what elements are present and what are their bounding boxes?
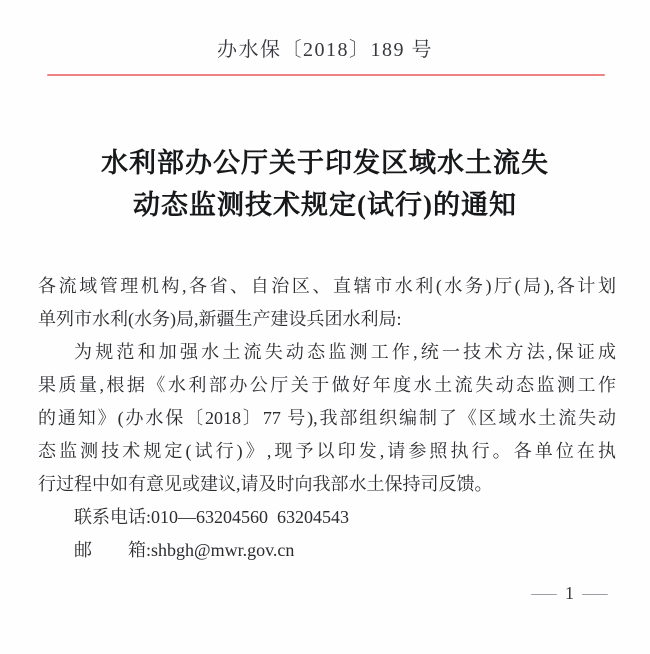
page-number-dash: — xyxy=(582,583,608,603)
page-number xyxy=(531,582,608,604)
salutation-line: 各流域管理机构,各省、自治区、直辖市水利(水务)厅(局),各计划 xyxy=(38,276,616,296)
paragraph-line: 果质量,根据《水利部办公厅关于做好年度水土流失动态监测工作 xyxy=(38,375,616,395)
document-body xyxy=(38,270,616,567)
document-number: 办水保〔2018〕189 号 xyxy=(217,39,433,61)
contact-phone: 联系电话:010—63204560 63204543 xyxy=(74,507,350,527)
salutation-line: 单列市水利(水务)局,新疆生产建设兵团水利局: xyxy=(38,309,402,329)
page-number-value: 1 xyxy=(565,583,574,603)
document-title-line1: 水利部办公厅关于印发区域水土流失 xyxy=(101,148,549,178)
paragraph-line: 的通知》(办水保〔2018〕77 号),我部组织编制了《区域水土流失动 xyxy=(38,408,616,428)
paragraph-line: 态监测技术规定(试行)》,现予以印发,请参照执行。各单位在执 xyxy=(38,441,616,461)
document-title-line2: 动态监测技术规定(试行)的通知 xyxy=(133,190,517,220)
document-title xyxy=(0,142,650,226)
red-divider-line xyxy=(47,74,605,76)
contact-email: 邮 箱:shbgh@mwr.gov.cn xyxy=(74,540,295,560)
page-number-dash: — xyxy=(531,583,557,603)
paragraph-line: 为规范和加强水土流失动态监测工作,统一技术方法,保证成 xyxy=(74,342,616,362)
paragraph-line: 行过程中如有意见或建议,请及时向我部水土保持司反馈。 xyxy=(38,474,493,494)
